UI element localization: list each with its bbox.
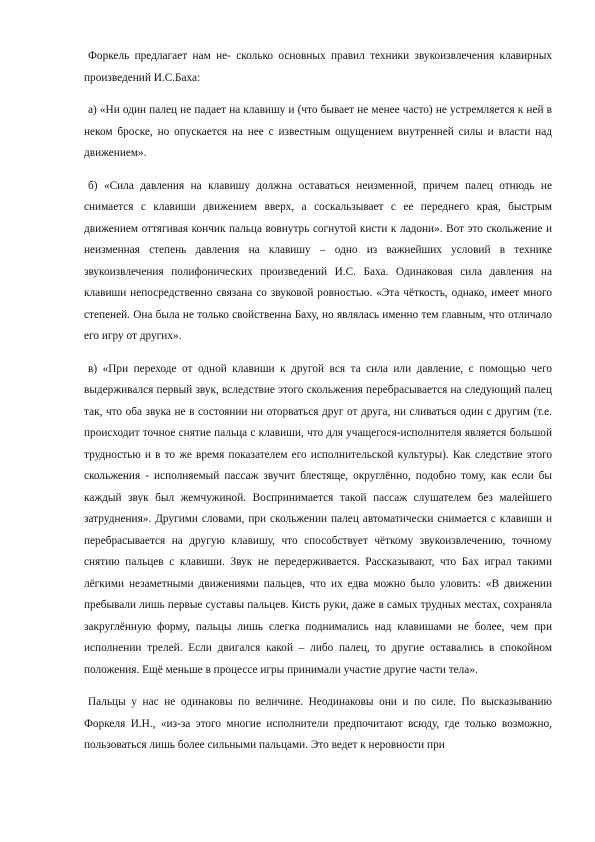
- paragraph-rule-c: в) «При переходе от одной клавиши к другой вся та сила или давление, с помощью чего выдерживался первый звук, вследствие этого скольжения перебрасывается на следующий палец так, что оба звука не в состоянии ни оторваться друг от друга, ни сливаться один с другим (т.е. происходит точное снятие пальца с клавиши, что для учащегося-исполнителя является большой трудностью и в то же время показателем его исполнительской культуры). Как следствие этого скольжения - исполняемый пассаж звучит блестяще, округлённо, подобно тому, как если бы каждый звук был жемчужиной. Воспринимается такой пассаж слушателем без малейшего затруднения». Другими словами, при скольжении палец автоматически снимается с клавиши и перебрасывается на другую клавишу, что способствует чёткому звукоизвлечению, точному снятию пальцев с клавиши. Звук не передерживается. Рассказывают, что Бах играл такими лёгкими незаметными движениями пальцев, что их едва можно было уловить: «В движении пребывали лишь первые суставы пальцев. Кисть руки, даже в самых трудных местах, сохраняла закруглённую форму, пальцы лишь слегка поднимались над клавишами не более, чем при исполнении трелей. Если двигался какой – либо палец, то другие оставались в спокойном положения. Ещё меньше в процессе игры принимали участие другие части тела».: [84, 362, 552, 676]
- paragraph-rule-b: б) «Сила давления на клавишу должна оставаться неизменной, причем палец отнюдь не снимается с клавиши движением вверх, а соскальзывает с ее переднего края, быстрым движением оттягивая кончик пальца вовнутрь согнутой кисти к ладони». Вот это скольжение и неизменная степень давления на клавишу – одно из важнейших условий в технике звукоизвлечения полифонических произведений И.С. Баха. Одинаковая сила давления на клавиши непосредственно связана со звуковой ровностью. «Эта чёткость, однако, имеет много степеней. Она была не только свойственна Баху, но являлась именно тем главным, что отличало его игру от других».: [84, 179, 552, 342]
- paragraph-fingers: Пальцы у нас не одинаковы по величине. Неодинаковы они и по силе. По высказыванию Форкеля И.Н., «из-за этого многие исполнители предпочитают всюду, где только возможно, пользоваться лишь более сильными пальцами. Это ведет к неровности при: [84, 696, 552, 751]
- paragraph-rule-a: а) «Ни один палец не падает на клавишу и (что бывает не менее часто) не устремляется к ней в неком броске, но опускается на нее с известным ощущением внутренней силы и власти над движением».: [84, 104, 552, 159]
- document-page: [84, 46, 552, 757]
- paragraph-intro: Форкель предлагает нам не- сколько основных правил техники звукоизвлечения клавирных произведений И.С.Баха:: [84, 50, 552, 84]
